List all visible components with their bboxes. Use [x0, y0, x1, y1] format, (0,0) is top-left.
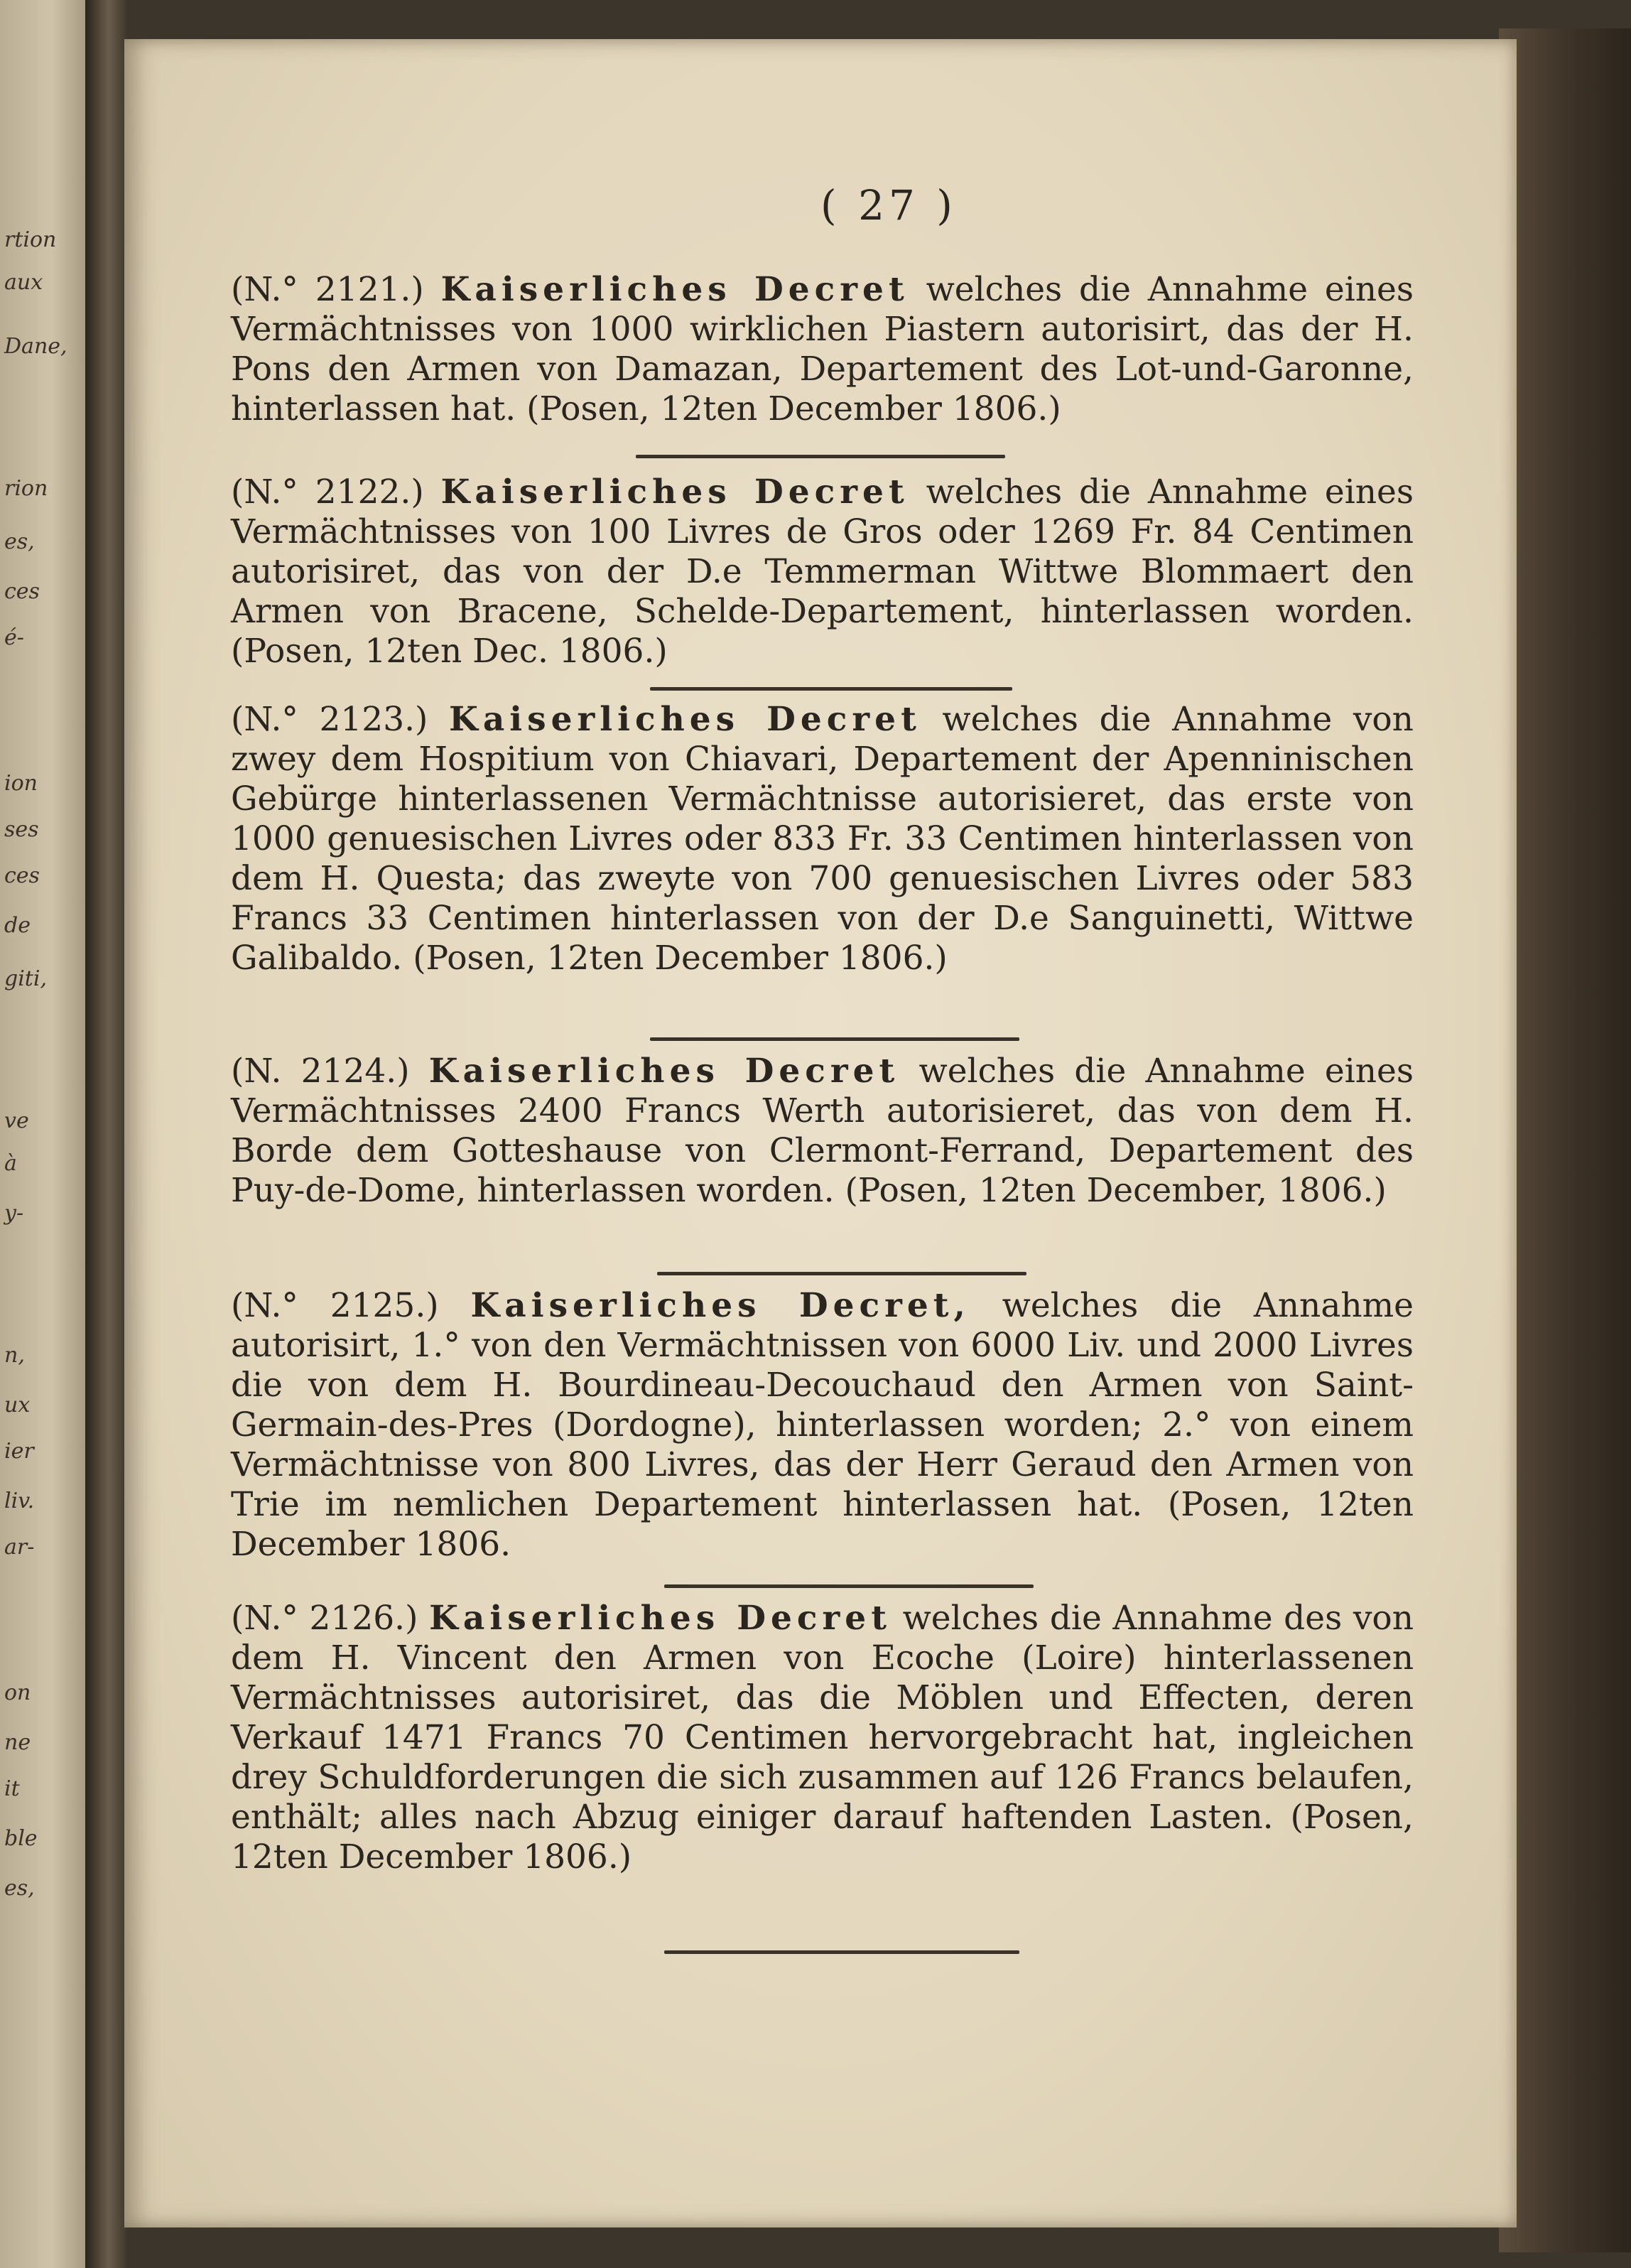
left-page-fragment: ne [4, 1730, 31, 1755]
entry-heading: Kaiserliches Decret [428, 1052, 900, 1091]
left-page-fragment: y- [4, 1201, 24, 1226]
entry-text: welches die Annahme eines Vermächtnisses 2400 Francs Werth autorisieret, das von dem H. Borde dem Gotteshause von Clermont-Ferrand, Departement des Puy-de-Dome, hinterlassen worden. (Posen, 12ten December, 1806.) [231, 1052, 1414, 1210]
entry-heading: Kaiserliches Decret [440, 472, 909, 512]
left-page-fragment: é- [4, 625, 24, 650]
entry-text: welches die Annahme eines Vermächtnisses von 100 Livres de Gros oder 1269 Fr. 84 Centimen autorisiret, das von der D.e Temmerman Wittwe Blommaert den Armen von Bracene, Schelde-Departement, hinterlassen worden. (Posen, 12ten Dec. 1806.) [231, 472, 1414, 671]
left-page-fragment: ux [4, 1393, 31, 1418]
entry-number: (N.° 2126.) [231, 1599, 418, 1638]
left-page-fragment: on [4, 1680, 31, 1705]
left-page-fragment: ion [4, 771, 38, 796]
left-page-fragment: giti, [4, 966, 47, 991]
left-page-fragment: rion [4, 476, 48, 501]
entry-number: (N.° 2122.) [231, 472, 424, 512]
left-page-fragment: es, [4, 1876, 35, 1901]
left-page-edge [0, 0, 85, 2268]
entry-heading: Kaiserliches Decret [429, 1599, 892, 1638]
left-page-fragment: aux [4, 270, 43, 295]
entry-heading: Kaiserliches Decret [440, 270, 909, 309]
section-divider [664, 1584, 1034, 1588]
decree-entry-2123 [231, 700, 1414, 978]
left-page-fragment: de [4, 913, 31, 938]
section-divider [650, 1037, 1019, 1041]
decree-entry-2121 [231, 270, 1414, 429]
decree-entry-2126 [231, 1599, 1414, 1877]
left-page-fragment: ces [4, 863, 40, 888]
left-page-fragment: liv. [4, 1489, 35, 1513]
entry-text: welches die Annahme eines Vermächtnisses von 1000 wirklichen Piastern autorisirt, das der H. Pons den Armen von Damazan, Departement des Lot-und-Garonne, hinterlassen hat. (Posen, 12ten December 1806.) [231, 270, 1414, 428]
entry-text: welches die Annahme von zwey dem Hospitium von Chiavari, Departement der Apenninischen Gebürge hinterlassenen Vermächtnisse autorisieret, das erste von 1000 genuesischen Livres oder 833 Fr. 33 Centimen hinterlassen von dem H. Questa; das zweyte von 700 genuesischen Livres oder 583 Francs 33 Centimen hinterlassen von der D.e Sanguinetti, Wittwe Galibaldo. (Posen, 12ten December 1806.) [231, 700, 1414, 978]
left-page-fragment: ces [4, 579, 40, 604]
entry-number: (N. 2124.) [231, 1052, 410, 1091]
left-page-fragment: Dane, [4, 334, 67, 359]
decree-entry-2124 [231, 1052, 1414, 1211]
section-divider [650, 687, 1012, 691]
book-page [124, 39, 1517, 2228]
page-number: ( 27 ) [820, 181, 957, 230]
left-page-fragment: it [4, 1776, 20, 1801]
entry-text: welches die Annahme des von dem H. Vincent den Armen von Ecoche (Loire) hinterlassenen Vermächtnisses autorisiret, das die Möblen und Effecten, deren Verkauf 1471 Francs 70 Centimen hervorgebracht hat, ingleichen drey Schuldforderungen die sich zusammen auf 126 Francs belaufen, enthält; alles nach Abzug einiger darauf haftenden Lasten. (Posen, 12ten December 1806.) [231, 1599, 1414, 1876]
book-cover-edge [1499, 28, 1631, 2252]
left-page-fragment: ble [4, 1826, 38, 1851]
left-page-fragment: ar- [4, 1535, 35, 1560]
left-page-fragment: rtion [4, 227, 57, 252]
decree-entry-2122 [231, 472, 1414, 671]
entry-text: welches die Annahme autorisirt, 1.° von den Vermächtnissen von 6000 Liv. und 2000 Livres die von dem H. Bourdineau-Decouchaud den Armen von Saint-Germain-des-Pres (Dordogne), hinterlassen worden; 2.° von einem Vermächtnisse von 800 Livres, das der Herr Geraud den Armen von Trie im nemlichen Departement hinterlassen hat. (Posen, 12ten December 1806. [231, 1286, 1414, 1564]
left-page-fragment: n, [4, 1343, 25, 1368]
entry-heading: Kaiserliches Decret, [470, 1286, 970, 1325]
left-page-fragment: ses [4, 817, 39, 842]
left-page-fragment: ier [4, 1439, 34, 1464]
entry-number: (N.° 2121.) [231, 270, 424, 309]
entry-number: (N.° 2123.) [231, 700, 428, 739]
left-page-fragment: ve [4, 1108, 29, 1133]
left-page-fragment: es, [4, 529, 35, 554]
section-divider [636, 455, 1005, 458]
decree-entry-2125 [231, 1286, 1414, 1565]
section-divider [664, 1950, 1019, 1954]
entry-heading: Kaiserliches Decret [448, 700, 921, 739]
section-divider [657, 1272, 1026, 1275]
entry-number: (N.° 2125.) [231, 1286, 439, 1325]
left-page-fragment: à [4, 1151, 17, 1176]
book-gutter [85, 0, 128, 2268]
